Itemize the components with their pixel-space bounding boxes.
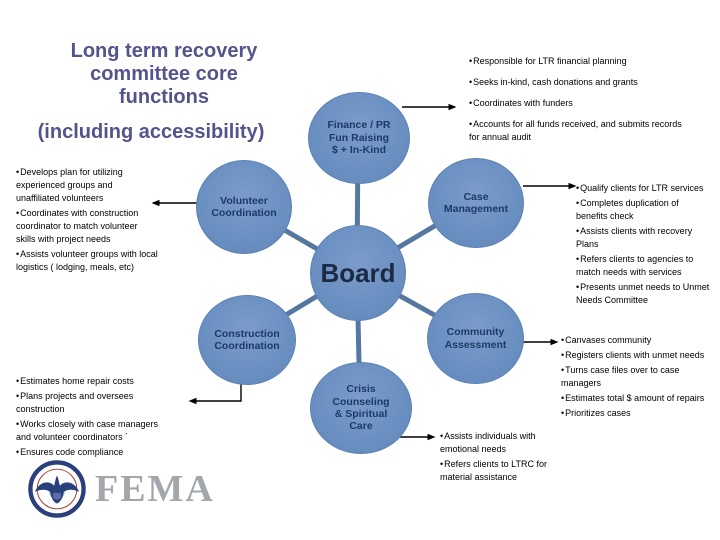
node-label: Management — [443, 203, 509, 215]
node-label: Coordination — [211, 207, 277, 219]
notes-volunteer — [16, 166, 158, 276]
arrow-construction-elbow — [196, 383, 241, 401]
bullet: • Coordinates with funders — [469, 97, 687, 110]
bullet: • Assists individuals with emotional needs — [440, 430, 572, 456]
bullet: • Accounts for all funds received, and submits records for annual audit — [469, 118, 687, 144]
node-label: $ + In-Kind — [332, 144, 386, 157]
node-construction-coordination — [198, 295, 296, 385]
bullet: • Completes duplication of benefits check — [576, 197, 712, 223]
node-label: Assessment — [444, 338, 507, 351]
fema-logo — [28, 460, 215, 518]
node-label: & Spiritual — [334, 408, 388, 420]
bullet: • Registers clients with unmet needs — [561, 349, 718, 362]
bullet: • Refers clients to LTRC for material assistance — [440, 458, 572, 484]
node-label: Board — [320, 257, 396, 288]
bullet: • Prioritizes cases — [561, 407, 718, 420]
slide-subtitle: (including accessibility) — [37, 121, 265, 143]
bullet: • Estimates home repair costs — [16, 375, 170, 388]
title-line: committee core — [90, 63, 238, 85]
bullet: • Estimates total $ amount of repairs — [561, 392, 718, 405]
bullet: • Ensures code compliance — [16, 446, 170, 459]
title-line: Long term recovery — [70, 40, 258, 62]
bullet: • Plans projects and oversees construction — [16, 390, 170, 416]
node-label: Construction — [214, 327, 280, 340]
bullet: • Refers clients to agencies to match needs with services — [576, 253, 712, 279]
node-crisis-counseling — [310, 362, 412, 454]
node-board — [310, 225, 406, 321]
node-label: Coordination — [214, 340, 280, 352]
fema-wordmark: FEMA — [95, 468, 215, 510]
bullet: • Responsible for LTR financial planning — [469, 55, 687, 68]
node-label: Counseling — [332, 395, 390, 408]
node-label: Volunteer — [220, 194, 268, 207]
bullet: • Seeks in-kind, cash donations and grants — [469, 76, 687, 89]
bullet: • Works closely with case managers and volunteer coordinators ´ — [16, 418, 170, 444]
node-case-management — [428, 158, 524, 248]
notes-community-assessment — [561, 334, 718, 422]
dhs-seal-icon — [28, 460, 86, 518]
notes-case-management — [576, 182, 712, 309]
bullet: • Assists volunteer groups with local logistics ( lodging, meals, etc) — [16, 248, 158, 274]
node-finance-pr — [308, 92, 410, 184]
notes-crisis-counseling — [440, 430, 572, 486]
notes-construction-coordination — [16, 375, 170, 461]
bullet: • Assists clients with recovery Plans — [576, 225, 712, 251]
node-label: Care — [349, 420, 373, 433]
node-volunteer-coordination — [196, 160, 292, 254]
bullet: • Canvases community — [561, 334, 718, 347]
bullet: • Presents unmet needs to Unmet Needs Committee — [576, 281, 712, 307]
node-label: Finance / PR — [327, 119, 391, 132]
bullet: • Coordinates with construction coordinator to match volunteer skills with project needs — [16, 207, 158, 246]
slide-title — [24, 40, 304, 109]
notes-finance — [469, 55, 687, 152]
node-label: Fun Raising — [328, 131, 390, 144]
node-label: Community — [446, 326, 505, 339]
node-community-assessment — [427, 293, 524, 384]
node-label: Crisis — [346, 383, 376, 396]
node-label: Case — [463, 190, 489, 203]
bullet: • Develops plan for utilizing experienced groups and unaffiliated volunteers — [16, 166, 158, 205]
title-line: functions — [119, 86, 209, 108]
bullet: • Qualify clients for LTR services — [576, 182, 712, 195]
bullet: • Turns case files over to case managers — [561, 364, 718, 390]
